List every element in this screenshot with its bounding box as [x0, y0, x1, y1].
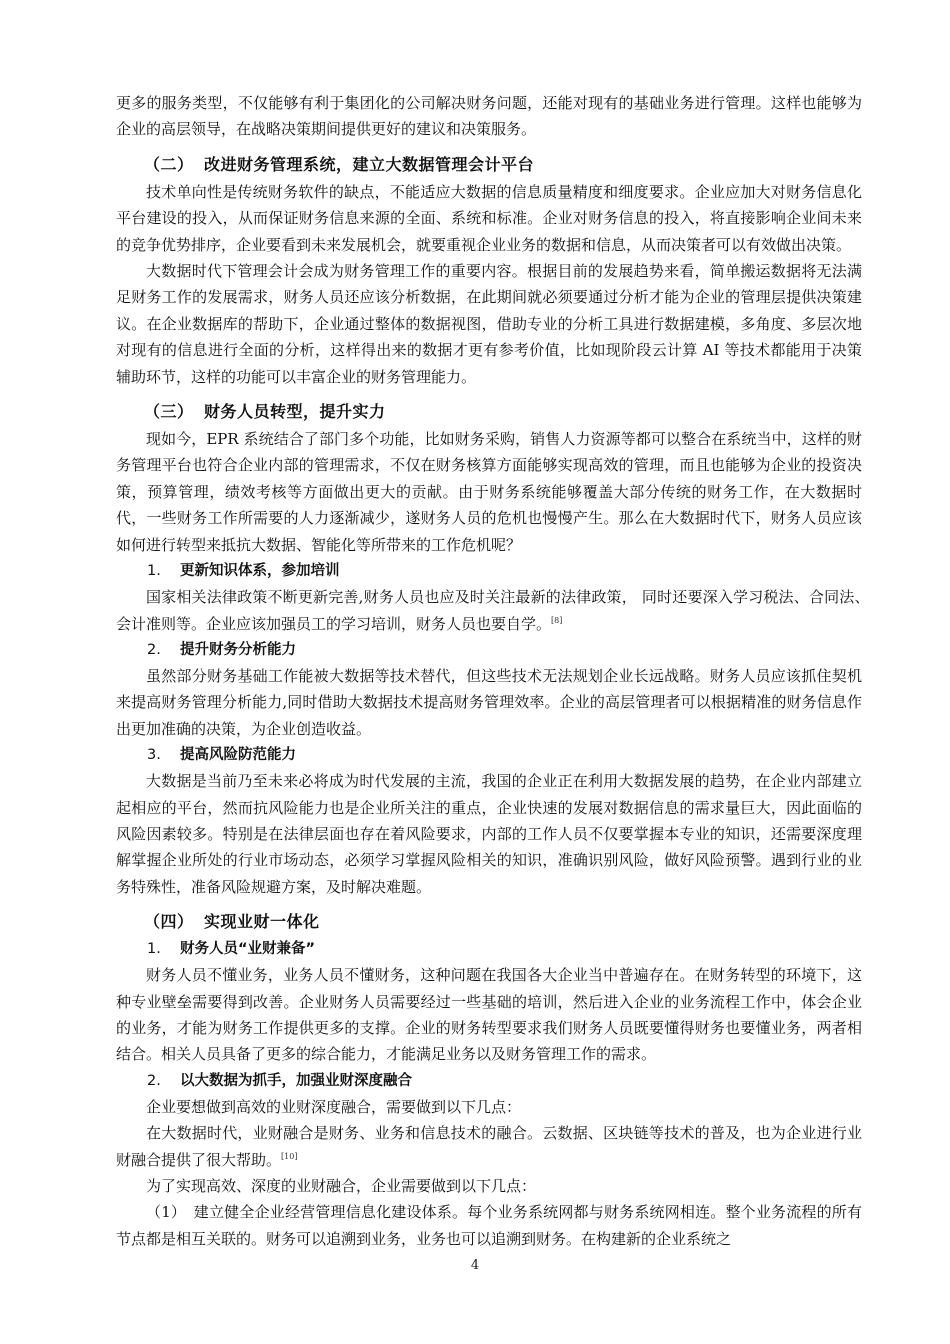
body-paragraph: 虽然部分财务基础工作能被大数据等技术替代，但这些技术无法规划企业长远战略。财务人员应该抓住契机来提高财务管理分析能力,同时借助大数据技术提高财务管理效率。企业的高层管理者可以根据精准的财务信息作出更加准确的决策，为企业创造收益。	[116, 666, 862, 738]
body-paragraph: 现如今，EPR 系统结合了部门多个功能，比如财务采购，销售人力资源等都可以整合在系统当中，这样的财务管理平台也符合企业内部的管理需求，不仅在财务核算方面能够实现高效的管理，而且也能够为企业的投资决策，预算管理，绩效考核等方面做出更大的贡献。由于财务系统能够覆盖大部分传统的财务工作，在大数据时代，一些财务工作所需要的人力逐渐减少，遂财务人员的危机也慢慢产生。那么在大数据时代下，财务人员应该如何进行转型来抵抗大数据、智能化等所带来的工作危机呢？	[116, 430, 862, 554]
paragraph-text: 在大数据时代，业财融合是财务、业务和信息技术的融合。云数据、区块链等技术的普及，也为企业进行业财融合提供了很大帮助。	[116, 1124, 862, 1169]
subsection-heading	[116, 936, 862, 962]
section-title: 改进财务管理系统，建立大数据管理会计平台	[204, 154, 535, 174]
body-paragraph	[116, 1120, 862, 1173]
subsection-title: 财务人员“业财兼备”	[180, 941, 316, 958]
section-number: （四）	[144, 912, 194, 932]
body-paragraph: 更多的服务类型，不仅能够有利于集团化的公司解决财务问题，还能对现有的基础业务进行管理。这样也能够为企业的高层领导，在战略决策期间提供更好的建议和决策服务。	[116, 94, 862, 139]
subsection-title: 更新知识体系，参加培训	[180, 563, 340, 580]
body-paragraph: 大数据时代下管理会计会成为财务管理工作的重要内容。根据目前的发展趋势来看，简单搬运数据将无法满足财务工作的发展需求，财务人员还应该分析数据，在此期间就必须要通过分析才能为企业的管理层提供决策建议。在企业数据库的帮助下，企业通过整体的数据视图，借助专业的分析工具进行数据建模，多角度、多层次地对现有的信息进行全面的分析，这样得出来的数据才更有参考价值，比如现阶段云计算 AI 等技术都能用于决策辅助环节，这样的功能可以丰富企业的财务管理能力。	[116, 262, 862, 386]
page-number: 4	[470, 1258, 480, 1273]
subsection-heading	[116, 1068, 862, 1094]
section-heading-3	[116, 397, 862, 427]
paragraph-text: 国家相关法律政策不断更新完善,财务人员也应及时关注最新的法律政策， 同时还要深入学习税法、合同法、 会计准则等。企业应该加强员工的学习培训，财务人员也要自学。	[116, 588, 878, 633]
subsection-number: 1.	[147, 941, 161, 958]
subsection-title: 提高风险防范能力	[180, 747, 296, 764]
subsection-number: 3.	[147, 747, 161, 764]
subsection-heading	[116, 742, 862, 768]
body-paragraph: 企业要想做到高效的业财深度融合，需要做到以下几点：	[146, 1097, 522, 1116]
subsection-title: 提升财务分析能力	[180, 641, 296, 658]
subsection-heading	[116, 637, 862, 663]
subsection-number: 1.	[147, 563, 161, 580]
subsection-heading	[116, 558, 862, 584]
section-number: （三）	[144, 402, 194, 422]
numbered-item: （1） 建立健全企业经营管理信息化建设体系。每个业务系统网都与财务系统网相连。整个业务流程的所有节点都是相互关联的。财务可以追溯到业务，业务也可以追溯到财务。在构建新的企业系统之	[116, 1203, 862, 1248]
section-number: （二）	[144, 154, 194, 174]
citation-ref: [8]	[551, 615, 563, 625]
section-title: 实现业财一体化	[204, 912, 320, 932]
body-paragraph: 技术单向性是传统财务软件的缺点，不能适应大数据的信息质量精度和细度要求。企业应加大对财务信息化平台建设的投入，从而保证财务信息来源的全面、系统和标准。企业对财务信息的投入，将直接影响企业间未来的竞争优势排序，企业要看到未来发展机会，就要重视企业业务的数据和信息，从而决策者可以有效做出决策。	[116, 182, 862, 254]
citation-ref: [10]	[281, 1151, 298, 1161]
section-heading-4	[116, 907, 862, 937]
body-paragraph: 为了实现高效、深度的业财融合，企业需要做到以下几点：	[146, 1177, 537, 1195]
section-heading-2	[116, 150, 862, 180]
section-title: 财务人员转型，提升实力	[204, 402, 386, 422]
subsection-title: 以大数据为抓手，加强业财深度融合	[180, 1072, 412, 1089]
body-paragraph: 大数据是当前乃至未来必将成为时代发展的主流，我国的企业正在利用大数据发展的趋势，在企业内部建立起相应的平台，然而抗风险能力也是企业所关注的重点，企业快速的发展对数据信息的需求量巨大，因此面临的风险因素较多。特别是在法律层面也存在着风险要求，内部的工作人员不仅要掌握本专业的知识，还需要深度理解掌握企业所处的行业市场动态，必须学习掌握风险相关的知识，准确识别风险，做好风险预警。遇到行业的业务特殊性，准备风险规避方案，及时解决难题。	[116, 772, 862, 896]
body-paragraph: 财务人员不懂业务，业务人员不懂财务，这种问题在我国各大企业当中普遍存在。在财务转型的环境下，这种专业壁垒需要得到改善。企业财务人员需要经过一些基础的培训，然后进入企业的业务流程工作中，体会企业的业务，才能为财务工作提供更多的支撑。企业的财务转型要求我们财务人员既要懂得财务也要懂业务，两者相结合。相关人员具备了更多的综合能力，才能满足业务以及财务管理工作的需求。	[116, 966, 862, 1064]
subsection-number: 2.	[147, 641, 161, 658]
body-paragraph	[116, 584, 878, 637]
subsection-number: 2.	[147, 1072, 161, 1089]
